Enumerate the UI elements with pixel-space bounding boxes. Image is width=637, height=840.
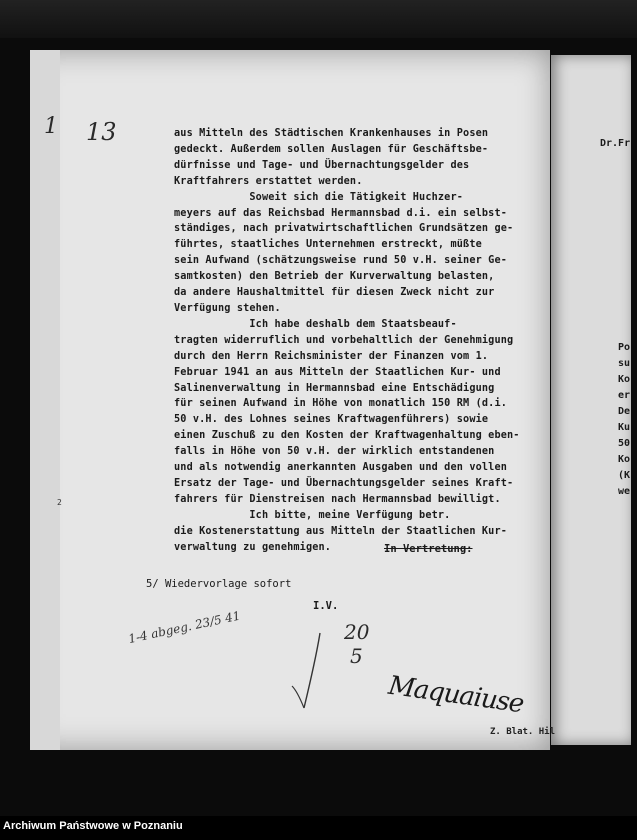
margin-number-1: 1 — [44, 114, 58, 139]
adjacent-page-header: Dr.Fr — [600, 138, 631, 149]
body-line: Verfügung stehen. — [174, 302, 281, 314]
adjacent-page-fragment: Ko — [618, 454, 631, 465]
body-line: verwaltung zu genehmigen. — [174, 541, 332, 553]
body-line: die Kostenerstattung aus Mitteln der Staatlichen Kur- — [174, 525, 508, 537]
body-line: Februar 1941 an aus Mitteln der Staatlichen Kur- und — [174, 366, 501, 378]
body-line: fahrers für Dienstreisen nach Hermannsbad bewilligt. — [174, 493, 501, 505]
handwritten-signature: Maquaiuse — [386, 670, 526, 720]
body-line: ständiges, nach privatwirtschaftlichen Grundsätzen ge- — [174, 223, 514, 235]
stamp-text: Z. Blat. Hil — [490, 727, 556, 737]
body-line: da andere Haushaltmittel für diesen Zweck nicht zur — [174, 287, 495, 299]
adjacent-page-fragment: we — [618, 486, 631, 497]
body-line: führtes, staatliches Unternehmen erstreckt, müßte — [174, 239, 482, 251]
adjacent-page-fragment: De — [618, 406, 631, 417]
body-line: Salinenverwaltung in Hermannsbad eine Entschädigung — [174, 382, 495, 394]
body-line: meyers auf das Reichsbad Hermannsbad d.i. ein selbst- — [174, 207, 508, 219]
adjacent-page-fragment: Ku — [618, 422, 631, 433]
body-line: einen Zuschuß zu den Kosten der Kraftwagenhaltung eben- — [174, 430, 520, 442]
body-line: Ersatz der Tage- und Übernachtungsgelder seines Kraft- — [174, 477, 514, 489]
margin-small-mark: 2 — [57, 498, 62, 507]
adjacent-page-fragment: su — [618, 358, 631, 369]
adjacent-page-fragment: Ko — [618, 374, 631, 385]
body-line: falls in Höhe von 50 v.H. der wirklich entstandenen — [174, 446, 495, 458]
adjacent-page-fragments — [618, 340, 630, 500]
handwritten-stroke — [290, 628, 350, 718]
body-line: durch den Herrn Reichsminister der Finanzen vom 1. — [174, 350, 489, 362]
body-line: 50 v.H. des Lohnes seines Kraftwagenführers) sowie — [174, 414, 489, 426]
page-fold-edge — [30, 50, 60, 750]
body-line: tragten widerruflich und vorbehaltlich der Genehmigung — [174, 334, 514, 346]
margin-number-13: 13 — [86, 118, 117, 146]
iv-label: I.V. — [313, 600, 339, 612]
handwritten-margin-note: 1-4 abgeg. 23/5 41 — [127, 608, 242, 646]
body-line: Kraftfahrers erstattet werden. — [174, 175, 363, 187]
adjacent-page-fragment: Po — [618, 342, 631, 353]
adjacent-page-fragment: er — [618, 390, 631, 401]
wiedervorlage-note: 5/ Wiedervorlage sofort — [146, 578, 292, 590]
body-line: für seinen Aufwand in Höhe von monatlich 150 RM (d.i. — [174, 398, 508, 410]
body-line: Ich habe deshalb dem Staatsbeauf- — [174, 318, 457, 330]
adjacent-page-fragment: (K — [618, 470, 631, 481]
fraction-bottom: 5 — [350, 644, 363, 668]
body-line: Ich bitte, meine Verfügung betr. — [174, 509, 451, 521]
body-line: gedeckt. Außerdem sollen Auslagen für Geschäftsbe- — [174, 143, 489, 155]
adjacent-page-fragment: 50 — [618, 438, 631, 449]
body-line: dürfnisse und Tage- und Übernachtungsgelder des — [174, 159, 470, 171]
document-body-text — [174, 126, 520, 555]
fraction-top: 20 — [344, 620, 370, 644]
scan-top-edge — [0, 0, 637, 38]
body-line: sein Aufwand (schätzungsweise rund 50 v.H. seiner Ge- — [174, 255, 508, 267]
in-vertretung-strikethrough: In Vertretung: — [384, 543, 473, 555]
archive-name: Archiwum Państwowe w Poznaniu — [3, 820, 183, 832]
body-line: aus Mitteln des Städtischen Krankenhauses in Posen — [174, 128, 489, 139]
body-line: und als notwendig anerkannten Ausgaben und den vollen — [174, 462, 508, 474]
body-line: Soweit sich die Tätigkeit Huchzer- — [174, 191, 464, 203]
body-line: samtkosten) den Betrieb der Kurverwaltung belasten, — [174, 271, 495, 283]
